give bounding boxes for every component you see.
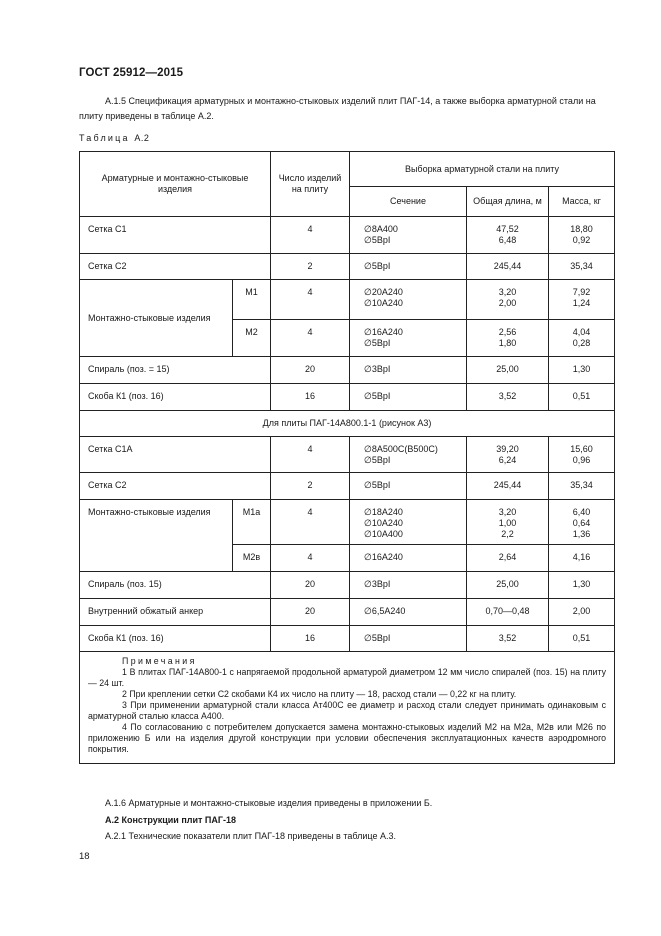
- row-count: 20: [271, 572, 350, 599]
- row-length: 47,52 6,48: [467, 217, 549, 254]
- table-row: [80, 254, 615, 280]
- row-count: 4: [271, 217, 350, 254]
- row-name: Сетка С2: [80, 473, 271, 500]
- row-length: 3,52: [467, 384, 549, 411]
- row-name: Монтажно-стыковые изделия: [80, 280, 233, 357]
- row-name: Сетка С2: [80, 254, 271, 280]
- row-section: ∅8А500С(В500С) ∅5ВрI: [350, 437, 467, 473]
- row-section: ∅6,5А240: [350, 599, 467, 626]
- row-mass: 1,30: [549, 572, 615, 599]
- row-subitem: М1а: [233, 500, 271, 545]
- row-count: 16: [271, 626, 350, 652]
- table-row: [80, 500, 615, 545]
- table-subheader: Для плиты ПАГ-14А800.1-1 (рисунок А3): [80, 411, 615, 437]
- header-section: Сечение: [350, 187, 467, 217]
- table-notes: [80, 652, 615, 764]
- row-count: 2: [271, 254, 350, 280]
- table-row: [80, 437, 615, 473]
- row-mass: 4,16: [549, 545, 615, 572]
- row-length: 25,00: [467, 357, 549, 384]
- row-name: Скоба К1 (поз. 16): [80, 384, 271, 411]
- row-section: ∅16А240: [350, 545, 467, 572]
- row-section: ∅5ВрI: [350, 626, 467, 652]
- row-mass: 7,92 1,24: [549, 280, 615, 320]
- row-mass: 15,60 0,96: [549, 437, 615, 473]
- header-item: Арматурные и монтажно-стыковые изделия: [80, 152, 271, 217]
- row-count: 20: [271, 599, 350, 626]
- row-name: Спираль (поз. 15): [80, 572, 271, 599]
- table-caption-prefix: Таблица: [79, 133, 130, 143]
- note-2: 2 При креплении сетки С2 скобами К4 их число на плиту — 18, расход стали — 0,22 кг на плиту.: [122, 689, 517, 699]
- row-length: 3,52: [467, 626, 549, 652]
- row-count: 20: [271, 357, 350, 384]
- table-row: [80, 473, 615, 500]
- paragraph-a16: А.1.6 Арматурные и монтажно-стыковые изделия приведены в приложении Б.: [105, 798, 433, 808]
- row-name: Скоба К1 (поз. 16): [80, 626, 271, 652]
- row-length: 245,44: [467, 254, 549, 280]
- table-row: [80, 572, 615, 599]
- row-count: 4: [271, 545, 350, 572]
- header-length: Общая длина, м: [467, 187, 549, 217]
- row-name: Сетка С1: [80, 217, 271, 254]
- row-length: 0,70—0,48: [467, 599, 549, 626]
- row-name: Монтажно-стыковые изделия: [80, 500, 233, 572]
- row-mass: 2,00: [549, 599, 615, 626]
- intro-paragraph: А.1.5 Спецификация арматурных и монтажно-стыковых изделий плит ПАГ-14, а также выборка арматурной стали на плиту приведены в таблице А.2.: [79, 96, 596, 121]
- row-name: Внутренний обжатый анкер: [80, 599, 271, 626]
- specification-table: [79, 151, 615, 764]
- table-row: [80, 599, 615, 626]
- paragraph-a21: А.2.1 Технические показатели плит ПАГ-18 приведены в таблице А.3.: [105, 831, 396, 841]
- row-length: 2,56 1,80: [467, 320, 549, 357]
- row-name: Спираль (поз. = 15): [80, 357, 271, 384]
- row-mass: 18,80 0,92: [549, 217, 615, 254]
- row-length: 2,64: [467, 545, 549, 572]
- row-count: 2: [271, 473, 350, 500]
- table-caption-number: А.2: [134, 133, 150, 143]
- table-row: [80, 357, 615, 384]
- table-row: [80, 217, 615, 254]
- row-length: 25,00: [467, 572, 549, 599]
- row-mass: 0,51: [549, 626, 615, 652]
- table-caption: [79, 133, 149, 143]
- header-count: Число изделий на плиту: [271, 152, 350, 217]
- row-mass: 4,04 0,28: [549, 320, 615, 357]
- row-length: 3,20 1,00 2,2: [467, 500, 549, 545]
- note-1: 1 В плитах ПАГ-14А800-1 с напрягаемой продольной арматурой диаметром 12 мм число спиралей (поз. 15) на плиту — 24 шт.: [88, 667, 606, 688]
- row-section: ∅5ВрI: [350, 254, 467, 280]
- row-count: 16: [271, 384, 350, 411]
- notes-title: Примечания: [122, 656, 197, 666]
- note-3: 3 При применении арматурной стали класса Ат400С ее диаметр и расход стали следует принимать одинаковым с арматурной сталью класса А400.: [88, 700, 606, 721]
- table-row: [80, 384, 615, 411]
- row-section: ∅5ВрI: [350, 473, 467, 500]
- row-section: ∅5ВрI: [350, 384, 467, 411]
- row-section: ∅20А240 ∅10А240: [350, 280, 467, 320]
- row-length: 245,44: [467, 473, 549, 500]
- row-mass: 1,30: [549, 357, 615, 384]
- header-mass: Масса, кг: [549, 187, 615, 217]
- section-heading-a2: А.2 Конструкции плит ПАГ-18: [105, 815, 237, 825]
- row-count: 4: [271, 280, 350, 320]
- table-row: [80, 626, 615, 652]
- row-section: ∅3ВрI: [350, 357, 467, 384]
- row-mass: 6,40 0,64 1,36: [549, 500, 615, 545]
- note-4: 4 По согласованию с потребителем допускается замена монтажно-стыковых изделий М2 на М2а, М2в или М26 по приложению Б или на изделия другой конструкции при условии обеспечения эксплуатационных качеств аэродромного покрытия.: [88, 722, 606, 754]
- row-section: ∅16А240 ∅5ВрI: [350, 320, 467, 357]
- row-subitem: М1: [233, 280, 271, 320]
- row-subitem: М2в: [233, 545, 271, 572]
- row-name: Сетка С1А: [80, 437, 271, 473]
- row-subitem: М2: [233, 320, 271, 357]
- row-section: ∅8А400 ∅5ВрI: [350, 217, 467, 254]
- row-mass: 35,34: [549, 473, 615, 500]
- row-count: 4: [271, 320, 350, 357]
- row-count: 4: [271, 500, 350, 545]
- row-mass: 35,34: [549, 254, 615, 280]
- row-length: 39,20 6,24: [467, 437, 549, 473]
- document-header: ГОСТ 25912—2015: [79, 67, 184, 79]
- page-number: 18: [79, 851, 90, 862]
- header-selection: Выборка арматурной стали на плиту: [350, 152, 615, 187]
- row-length: 3,20 2,00: [467, 280, 549, 320]
- table-row: [80, 280, 615, 320]
- row-count: 4: [271, 437, 350, 473]
- row-mass: 0,51: [549, 384, 615, 411]
- row-section: ∅3ВрI: [350, 572, 467, 599]
- row-section: ∅18А240 ∅10А240 ∅10А400: [350, 500, 467, 545]
